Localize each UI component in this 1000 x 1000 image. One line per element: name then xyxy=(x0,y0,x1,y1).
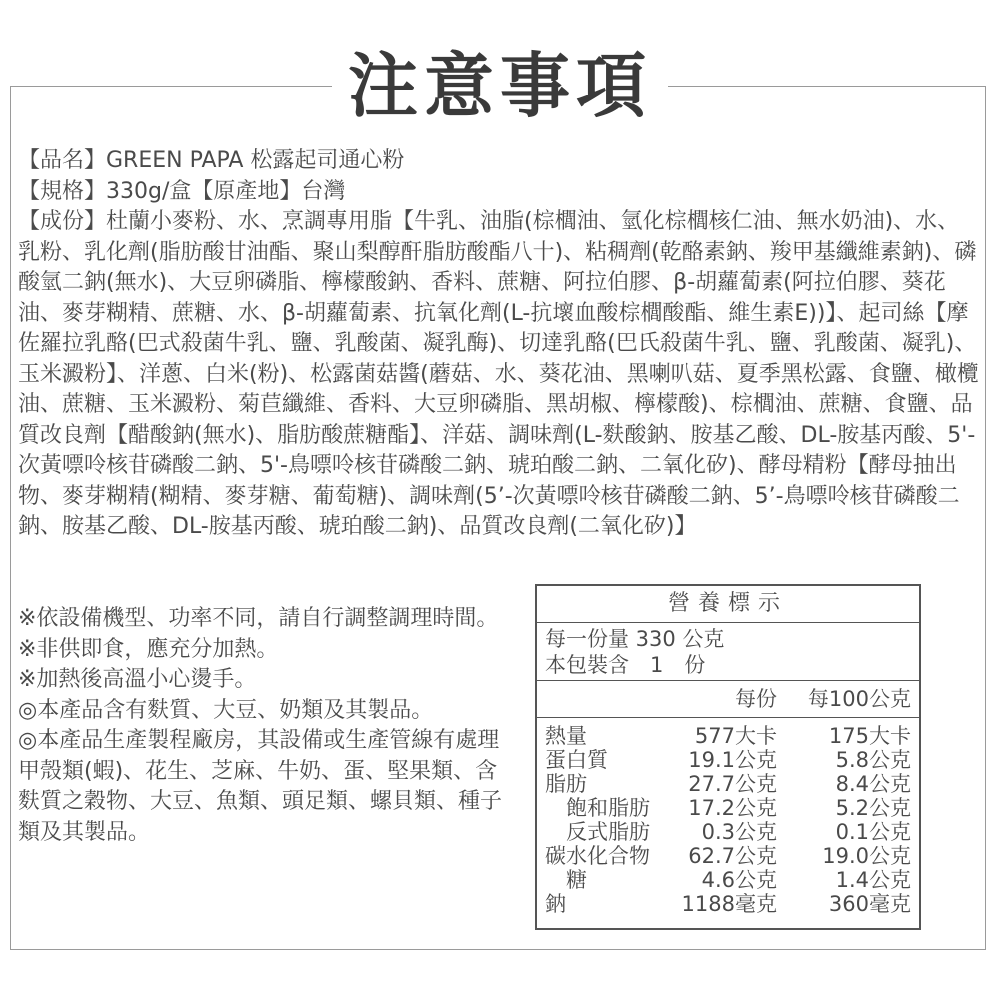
row-per-serving: 19.1公克 xyxy=(688,748,777,772)
row-label: 反式脂肪 xyxy=(545,820,650,844)
note-item: ※加熱後高溫小心燙手。 xyxy=(18,667,257,692)
nutrition-row-trans-fat xyxy=(537,820,919,844)
row-label: 蛋白質 xyxy=(545,748,608,772)
product-info xyxy=(18,146,980,543)
row-per-serving: 577大卡 xyxy=(694,724,777,748)
nutrition-row-fat xyxy=(537,772,919,796)
row-per-serving: 1188毫克 xyxy=(681,892,777,916)
product-ingredients: 【成份】杜蘭小麥粉、水、烹調專用脂【牛乳、油脂(棕櫚油、氫化棕櫚核仁油、無水奶油)、水、乳粉、乳化劑(脂肪酸甘油酯、聚山梨醇酐脂肪酸酯八十)、粘稠劑(乾酪素鈉、羧甲基纖維素鈉)、磷酸氫二鈉(無水)、大豆卵磷脂、檸檬酸鈉、香料、蔗糖、阿拉伯膠、β-胡蘿蔔素(阿拉伯膠、葵花油、麥芽糊精、蔗糖、水、β-胡蘿蔔素、抗氧化劑(L-抗壞血酸棕櫚酸酯、維生素E))】、起司絲【摩佐羅拉乳酪(巴式殺菌牛乳、鹽、乳酸菌、凝乳酶)、切達乳酪(巴氏殺菌牛乳、鹽、乳酸菌、凝乳)、玉米澱粉】、洋蔥、白米(粉)、松露菌菇醬(蘑菇、水、葵花油、黑喇叭菇、夏季黑松露、食鹽、橄欖油、蔗糖、玉米澱粉、菊苣纖維、香料、大豆卵磷脂、黑胡椒、檸檬酸)、棕櫚油、蔗糖、食鹽、品質改良劑【醋酸鈉(無水)、脂肪酸蔗糖酯】、洋菇、調味劑(L-麩酸鈉、胺基乙酸、DL-胺基丙酸、5'-次黃嘌呤核苷磷酸二鈉、5'-鳥嘌呤核苷磷酸二鈉、琥珀酸二鈉、二氧化矽)、酵母精粉【酵母抽出物、麥芽糊精(糊精、麥芽糖、葡萄糖)、調味劑(5’-次黃嘌呤核苷磷酸二鈉、5’-鳥嘌呤核苷磷酸二鈉、胺基乙酸、DL-胺基丙酸、琥珀酸二鈉)、品質改良劑(二氧化矽)】 xyxy=(18,209,979,539)
row-label: 碳水化合物 xyxy=(545,844,650,868)
row-per-100g: 0.1公克 xyxy=(835,820,911,844)
row-per-100g: 19.0公克 xyxy=(822,844,911,868)
note-item: ※非供即食，應充分加熱。 xyxy=(18,636,279,662)
row-label: 糖 xyxy=(545,868,587,892)
row-per-100g: 5.8公克 xyxy=(835,748,911,772)
nutrition-column-header xyxy=(537,681,919,718)
row-label: 脂肪 xyxy=(545,772,587,796)
row-label: 熱量 xyxy=(545,724,587,748)
row-per-100g: 175大卡 xyxy=(828,724,911,748)
row-per-serving: 17.2公克 xyxy=(688,796,777,820)
col-per-100g: 每100公克 xyxy=(807,687,911,711)
servings-per-pack: 本包裝含 1 份 xyxy=(545,653,706,677)
row-per-serving: 4.6公克 xyxy=(701,868,777,892)
nutrition-table xyxy=(535,584,921,930)
row-per-serving: 62.7公克 xyxy=(688,844,777,868)
nutrition-title: 營養標示 xyxy=(537,586,919,623)
nutrition-rows xyxy=(537,718,919,916)
nutrition-row-sodium xyxy=(537,892,919,916)
nutrition-row-sugar xyxy=(537,868,919,892)
row-label: 飽和脂肪 xyxy=(545,796,650,820)
serving-size: 每一份量 330 公克 xyxy=(545,627,725,651)
nutrition-row-saturated-fat xyxy=(537,796,919,820)
row-per-serving: 0.3公克 xyxy=(701,820,777,844)
col-per-serving: 每份 xyxy=(735,687,777,711)
row-label: 鈉 xyxy=(545,892,566,916)
nutrition-row-carbohydrate xyxy=(537,844,919,868)
row-per-100g: 5.2公克 xyxy=(835,796,911,820)
nutrition-row-energy xyxy=(537,724,919,748)
page-title-wrapper xyxy=(0,44,1000,128)
product-name: 【品名】GREEN PAPA 松露起司通心粉 xyxy=(18,148,405,173)
nutrition-serving xyxy=(537,623,919,681)
nutrition-row-protein xyxy=(537,748,919,772)
row-per-serving: 27.7公克 xyxy=(688,772,777,796)
row-per-100g: 360毫克 xyxy=(828,892,911,916)
row-per-100g: 8.4公克 xyxy=(835,772,911,796)
product-spec: 【規格】330g/盒【原產地】台灣 xyxy=(18,178,346,204)
note-item: ◎本產品含有麩質、大豆、奶類及其製品。 xyxy=(18,697,434,723)
row-per-100g: 1.4公克 xyxy=(835,868,911,892)
note-item: ※依設備機型、功率不同，請自行調整調理時間。 xyxy=(18,606,499,631)
note-item: ◎本產品生產製程廠房，其設備或生產管線有處理甲殼類(蝦)、花生、芝麻、牛奶、蛋、堅果類、含麩質之穀物、大豆、魚類、頭足類、螺貝類、種子類及其製品。 xyxy=(18,728,503,845)
notes-section xyxy=(18,604,518,848)
page-title: 注意事項 xyxy=(332,44,668,128)
